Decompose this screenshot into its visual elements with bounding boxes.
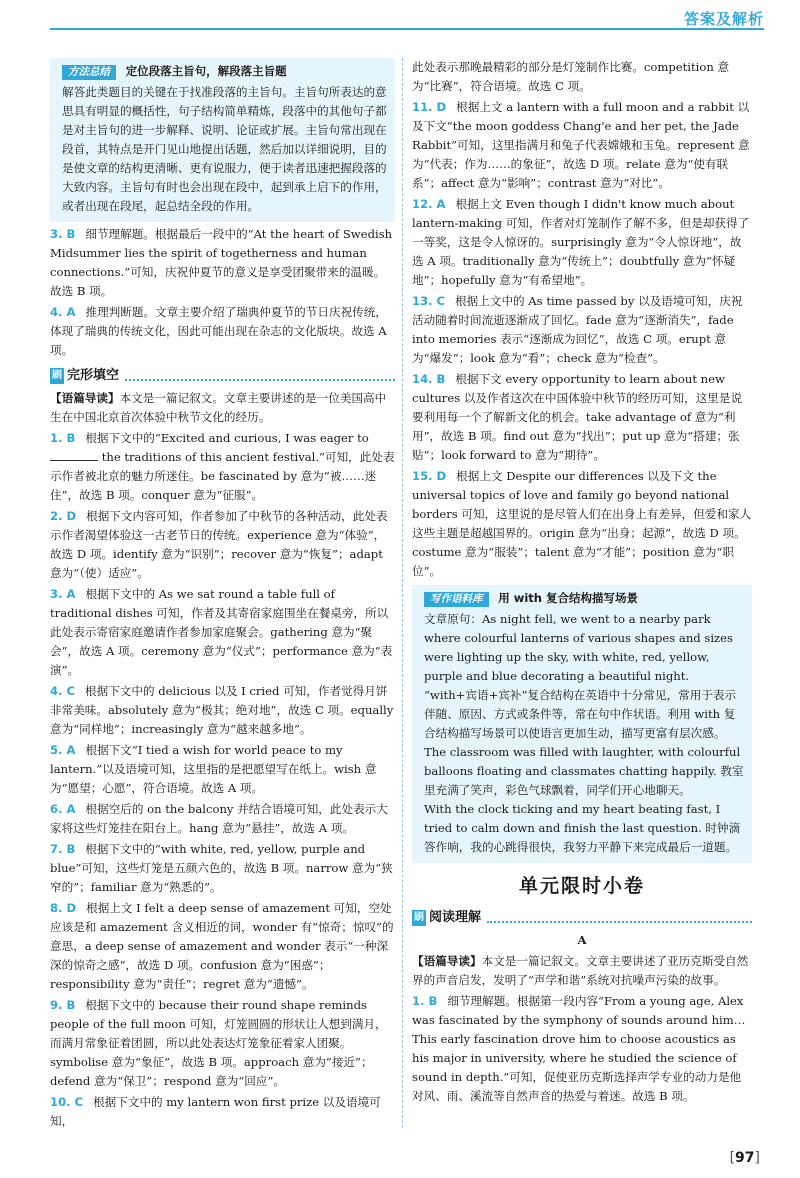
page-number-bracket: ] (754, 1150, 760, 1166)
item-text: 根据下文中的“with white, red, yellow, purple and blue”可知，这些灯笼是五颜六色的，故选 B 项。narrow 意为“狭窄的”；familiar 意为“熟悉的”。 (50, 842, 393, 894)
item-answer: D (66, 901, 77, 915)
item-answer: B (66, 431, 76, 445)
method-summary-box (50, 58, 395, 222)
item-answer: D (436, 100, 447, 114)
item-text: 根据下文 every opportunity to learn about new cultures 以及作者这次在中国体验中秋节的经历可知，这里是说要利用每一个了解新文化的机会。take advantage of 意为“利用”，故选 B 项。find out 意为“找出”；put up 意为“搭建；张贴”；look forward to 意为“期待”。 (412, 372, 743, 462)
item-answer: A (66, 587, 76, 601)
item-number: 3. (50, 587, 63, 601)
page-number-value: 97 (735, 1150, 755, 1166)
item-number: 4. (50, 684, 63, 698)
section-badge: 刷 (412, 910, 426, 926)
item-text: 根据上文 I felt a deep sense of amazement 可知，空处应该是和 amazement 含义相近的词，wonder 有“惊奇；惊叹”的意思，a deep sense of amazement and wonder 表示“一种深深的惊奇之感”，故选 D 项。confusion 意为“困惑”；responsibility 意为“责任”；regret 意为“遗憾”。 (50, 901, 394, 991)
item-answer: D (66, 509, 77, 523)
cloze-item-11 (412, 98, 752, 193)
item-number: 9. (50, 998, 63, 1012)
item-answer: C (66, 684, 75, 698)
cloze-section-header (50, 366, 395, 385)
item-answer: A (66, 743, 76, 757)
unit-test-title: 单元限时小卷 (518, 875, 645, 897)
left-column (50, 58, 395, 1131)
item-text: 根据下文中的 my lantern won first prize 以及语境可知， (50, 1095, 381, 1128)
item-answer: B (66, 842, 76, 856)
writing-corpus-p4: With the clock ticking and my heart beating fast, I tried to calm down and finish the last question. 时钟滴答作响，我的心跳得很快，我努力平静下来完成最后一道题。 (424, 802, 741, 854)
cloze-item-12 (412, 195, 752, 290)
item-number: 10. (50, 1095, 71, 1109)
reading-section-header (412, 908, 752, 927)
item-text: 根据下文内容可知，作者参加了中秋节的各种活动，此处表示作者渴望体验这一古老节日的传统。experience 意为“体验”，故选 D 项。identify 意为“识别”；recover 意为“恢复”；adapt 意为“（使）适应”。 (50, 509, 388, 580)
item-answer: A (66, 305, 76, 319)
item-text: 根据下文“I tied a wish for world peace to my lantern.”以及语境可知，这里指的是把愿望写在纸上。wish 意为“愿望；心愿”，符合语境。故选 A 项。 (50, 743, 377, 795)
item-number: 4. (50, 305, 63, 319)
item-text: 根据上文 Despite our differences 以及下文 the universal topics of love and family go beyond national borders 可知，这里说的是尽管人们在出身上有差异，但爱和家人这些主题是超越国界的。origin 意为“出身；起源”，故选 D 项。costume 意为“服装”；talent 意为“才能”；position 意为“职位”。 (412, 469, 752, 578)
cloze-item-4 (50, 682, 395, 739)
item-number: 8. (50, 901, 63, 915)
cloze-item-9 (50, 996, 395, 1091)
item-text: 根据下文中的 delicious 以及 I cried 可知，作者觉得月饼非常美味。absolutely 意为“极其；绝对地”，故选 C 项。equally 意为“同样地”；increasingly 意为“越来越多地”。 (50, 684, 394, 736)
section-title: 阅读理解 (429, 910, 482, 925)
item-number: 6. (50, 802, 63, 816)
cloze-item-8 (50, 899, 395, 994)
page-number-bracket: [ (729, 1150, 736, 1166)
item-text: 根据空后的 on the balcony 并结合语境可知，此处表示大家将这些灯笼挂在阳台上。hang 意为“悬挂”，故选 A 项。 (50, 802, 388, 835)
item-text: 根据下文中的 because their round shape reminds people of the full moon 可知，灯笼圆圆的形状让人想到满月，而满月常象征着团圆，所以此处表达灯笼象征着家人团聚。symbolise 意为“象征”，故选 B 项。approach 意为“接近”；defend 意为“保卫”；respond 意为“回应”。 (50, 998, 387, 1088)
writing-corpus-p2: “with+宾语+宾补”复合结构在英语中十分常见，常用于表示伴随、原因、方式或条件等，常在句中作状语。利用 with 复合结构描写场景可以使语言更加生动，描写更富有层次感。 (424, 688, 737, 740)
header-rule (50, 28, 764, 30)
cloze-item-5 (50, 741, 395, 798)
cloze-item-10 (50, 1093, 395, 1131)
intro-text: 本文是一篇记叙文。文章主要讲述了亚历克斯受自然界的声音启发，发明了“声学和谐”系统对抗噪声污染的故事。 (412, 954, 749, 987)
item-answer: B (428, 994, 438, 1008)
item-answer: C (436, 294, 446, 308)
page-number (730, 1150, 760, 1166)
cloze-item-2 (50, 507, 395, 583)
item-number: 13. (412, 294, 433, 308)
writing-corpus-p1: 文章原句：As night fell, we went to a nearby park where colourful lanterns of various shapes and sizes were lighting up the sky, with white, red, yellow, purple and blue decorating a beautiful night. (424, 612, 733, 683)
reading-item-3 (50, 225, 395, 301)
item-number: 14. (412, 372, 433, 386)
item-number: 3. (50, 227, 63, 241)
item-text: 细节理解题。根据最后一段中的“At the heart of Swedish Midsummer lies the spirit of togetherness and human connections.”可知，庆祝仲夏节的意义是享受团聚带来的温暖。故选 B 项。 (50, 227, 393, 298)
blank-line (50, 450, 98, 461)
reading-item-1 (412, 992, 752, 1106)
item-number: 11. (412, 100, 433, 114)
cloze-item-6 (50, 800, 395, 838)
passage-letter: A (577, 933, 587, 947)
header-title: 答案及解析 (683, 10, 764, 28)
item-answer: B (66, 227, 76, 241)
section-title: 完形填空 (67, 368, 120, 383)
column-divider (402, 58, 403, 1128)
item-answer: C (74, 1095, 84, 1109)
item-answer: A (436, 197, 446, 211)
item-answer: B (66, 998, 76, 1012)
writing-corpus-p3: The classroom was filled with laughter, with colourful balloons floating and classmates chatting happily. 教室里充满了笑声，彩色气球飘着，同学们开心地聊天。 (424, 745, 744, 797)
item-number: 1. (412, 994, 425, 1008)
cloze-item-13 (412, 292, 752, 368)
cloze-item-14 (412, 370, 752, 465)
cloze-item-7 (50, 840, 395, 897)
reading-intro (412, 952, 752, 990)
right-column (412, 58, 752, 1106)
cloze-item-10-continued: 此处表示那晚最精彩的部分是灯笼制作比赛。competition 意为“比赛”，符合语境。故选 C 项。 (412, 60, 730, 93)
method-summary-title: 定位段落主旨句，解段落主旨题 (125, 64, 287, 78)
item-number: 1. (50, 431, 63, 445)
item-number: 15. (412, 469, 433, 483)
item-text: 根据下文中的“Excited and curious, I was eager to (85, 431, 369, 445)
item-answer: B (436, 372, 446, 386)
item-number: 12. (412, 197, 433, 211)
cloze-item-1 (50, 429, 395, 505)
intro-label: 【语篇导读】 (412, 954, 482, 968)
item-text: 推理判断题。文章主要介绍了瑞典仲夏节的节日庆祝传统，体现了瑞典的传统文化，因此可能出现在杂志的文化版块。故选 A 项。 (50, 305, 387, 357)
item-text: 根据上文 Even though I didn't know much about lantern-making 可知，作者对灯笼制作了解不多，但是却获得了一等奖，这是令人惊讶的。surprisingly 意为“令人惊讶地”，故选 A 项。traditionally 意为“传统上”；doubtfully 意为“怀疑地”；hopefully 意为“有希望地”。 (412, 197, 750, 287)
item-text: 细节理解题。根据第一段内容“From a young age, Alex was fascinated by the symphony of sounds around him… This early fascination drove him to choose acoustics as his major in university, where he studied the science of sound in depth.”可知，促使亚历克斯选择声学专业的动力是他对风、雨、溪流等自然声音的热爱与着迷。故选 B 项。 (412, 994, 746, 1103)
item-answer: A (66, 802, 76, 816)
item-number: 2. (50, 509, 63, 523)
method-summary-tag: 方法总结 (62, 65, 116, 80)
method-summary-text: 解答此类题目的关键在于找准段落的主旨句。主旨句所表达的意思具有明显的概括性，句子结构简单精炼，段落中的其他句子都是对主旨句的进一步解释、说明、论证或扩展。主旨句常出现在段首，其特点是开门见山地提出话题，然后加以详细说明，目的是使文章的结构更清晰、更有说服力，便于读者迅速把握段落的大致内容。主旨句有时也会出现在段中，起到承上启下的作用，或者出现在段尾，起总结全段的作用。 (62, 85, 387, 213)
writing-corpus-tag: 写作语料库 (424, 592, 489, 607)
item-text: the traditions of this ancient festival.”可知，此处表示作者被北京的魅力所迷住。be fascinated by 意为“被……迷住”，故选 B 项。conquer 意为“征服”。 (50, 450, 395, 502)
item-number: 5. (50, 743, 63, 757)
reading-item-4 (50, 303, 395, 360)
writing-corpus-title: 用 with 复合结构描写场景 (498, 591, 638, 605)
cloze-intro (50, 389, 395, 427)
section-badge: 刷 (50, 368, 64, 384)
cloze-item-3 (50, 585, 395, 680)
item-text: 根据上文 a lantern with a full moon and a rabbit 以及下文“the moon goddess Chang'e and her pet, the Jade Rabbit”可知，这里指满月和兔子代表嫦娥和玉兔。represent 意为“代表；作为……的象征”，故选 D 项。relate 意为“使有联系”；affect 意为“影响”；contrast 意为“对比”。 (412, 100, 750, 190)
item-number: 7. (50, 842, 63, 856)
item-answer: D (436, 469, 447, 483)
writing-corpus-box (412, 585, 752, 863)
section-dots (487, 913, 752, 923)
intro-text: 本文是一篇记叙文。文章主要讲述的是一位美国高中生在中国北京首次体验中秋节文化的经历。 (50, 391, 387, 424)
cloze-item-15 (412, 467, 752, 581)
item-text: 根据上文中的 As time passed by 以及语境可知，庆祝活动随着时间流逝逐渐成了回忆。fade 意为“逐渐消失”，fade into memories 表示“逐渐成为回忆”，故选 C 项。erupt 意为“爆发”；look 意为“看”；check 意为“检查”。 (412, 294, 743, 365)
section-dots (125, 371, 395, 381)
item-text: 根据下文中的 As we sat round a table full of traditional dishes 可知，作者及其寄宿家庭围坐在餐桌旁，所以此处表示寄宿家庭邀请作者参加家庭聚会。gathering 意为“聚会”，故选 A 项。ceremony 意为“仪式”；performance 意为“表演”。 (50, 587, 393, 677)
intro-label: 【语篇导读】 (50, 391, 120, 405)
